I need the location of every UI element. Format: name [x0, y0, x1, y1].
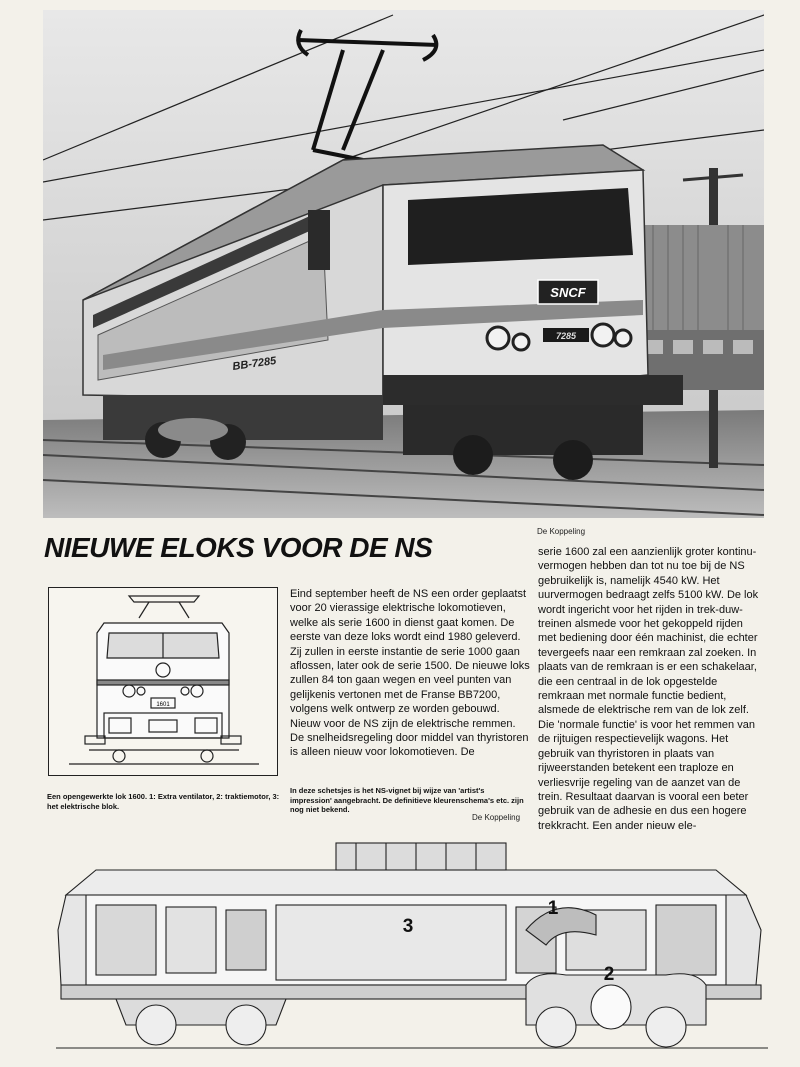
source-credit-top: De Koppeling — [537, 527, 586, 536]
locomotive-photo-drawing — [43, 10, 764, 518]
artist-impression-note: In deze schetsjes is het NS-vignet bij wijze van 'artist's impression' aangebracht. De definitieve kleurenschema's etc. zijn nog niet bekend. — [290, 786, 524, 814]
source-credit-bottom: De Koppeling — [472, 813, 521, 822]
article-text-column-1: Eind september heeft de NS een order geplaatst voor 20 vierassige elektrische lokomotieven, welke als serie 1600 in dienst gaat komen. De eerste van deze loks wordt eind 1980 geleverd. Zij zullen in eerste instantie de serie 1000 gaan aflossen, later ook de serie 1500. De nieuwe loks zullen 84 ton gaan wegen en veel punten van gelijkenis vertonen met de Franse BB7200, volgens welk ontwerp ze worden gebouwd. Nieuw voor de NS zijn de elektrische remmen. De snelheidsregeling door middel van thyristoren is alleen nieuw voor lokomotieven. De — [290, 588, 530, 759]
diagram-label-3: 3 — [402, 916, 414, 937]
front-number-plate: 7285 — [555, 331, 577, 341]
front-view-drawing — [49, 588, 277, 775]
locomotive-photo — [43, 10, 764, 518]
diagram-label-2: 2 — [603, 964, 615, 985]
diagram-label-1: 1 — [547, 898, 559, 919]
front-view-sketch — [48, 587, 278, 776]
article-text-column-2: serie 1600 zal een aanzienlijk groter kontinu-vermogen hebben dan tot nu toe bij de NS gebruikelijk is, namelijk 4540 kW. Het uurvermogen bedraagt zelfs 5100 kW. De lok wordt ingericht voor het rijden in trek-duw-treinen alsmede voor het gekoppeld rijden met bediening door één machinist, die echter tevergeefs naar een remkraan zal zoeken. In plaats van de remkraan is er een schakelaar, die een centraal in de lok opgestelde remkraan met normale functie bedient, alsmede de elektrische rem van de lok zelf. Die 'normale functie' is voor het remmen van de rijtuigen respectievelijk wagons. Het gebruik van thyristoren in plaats van rijweerstanden betekent een traploze en verliesvrije regeling van de aanzet van de trein. Resultaat daarvan is vooral een beter gebruik van de adhesie en dus een hogere trekkracht. Een ander nieuw ele- — [538, 546, 759, 832]
cutaway-drawing — [56, 835, 768, 1050]
side-number-plate: BB-7285 — [231, 354, 278, 373]
article-headline: NIEUWE ELOKS VOOR DE NS — [44, 532, 433, 563]
sncf-logo-text: SNCF — [550, 285, 586, 300]
front-sketch-plate: 1601 — [156, 702, 170, 708]
cutaway-side-diagram — [56, 835, 768, 1050]
figure-caption: Een opengewerkte lok 1600. 1: Extra ventilator, 2: traktiemotor, 3: het elektrische blok. — [47, 792, 280, 811]
